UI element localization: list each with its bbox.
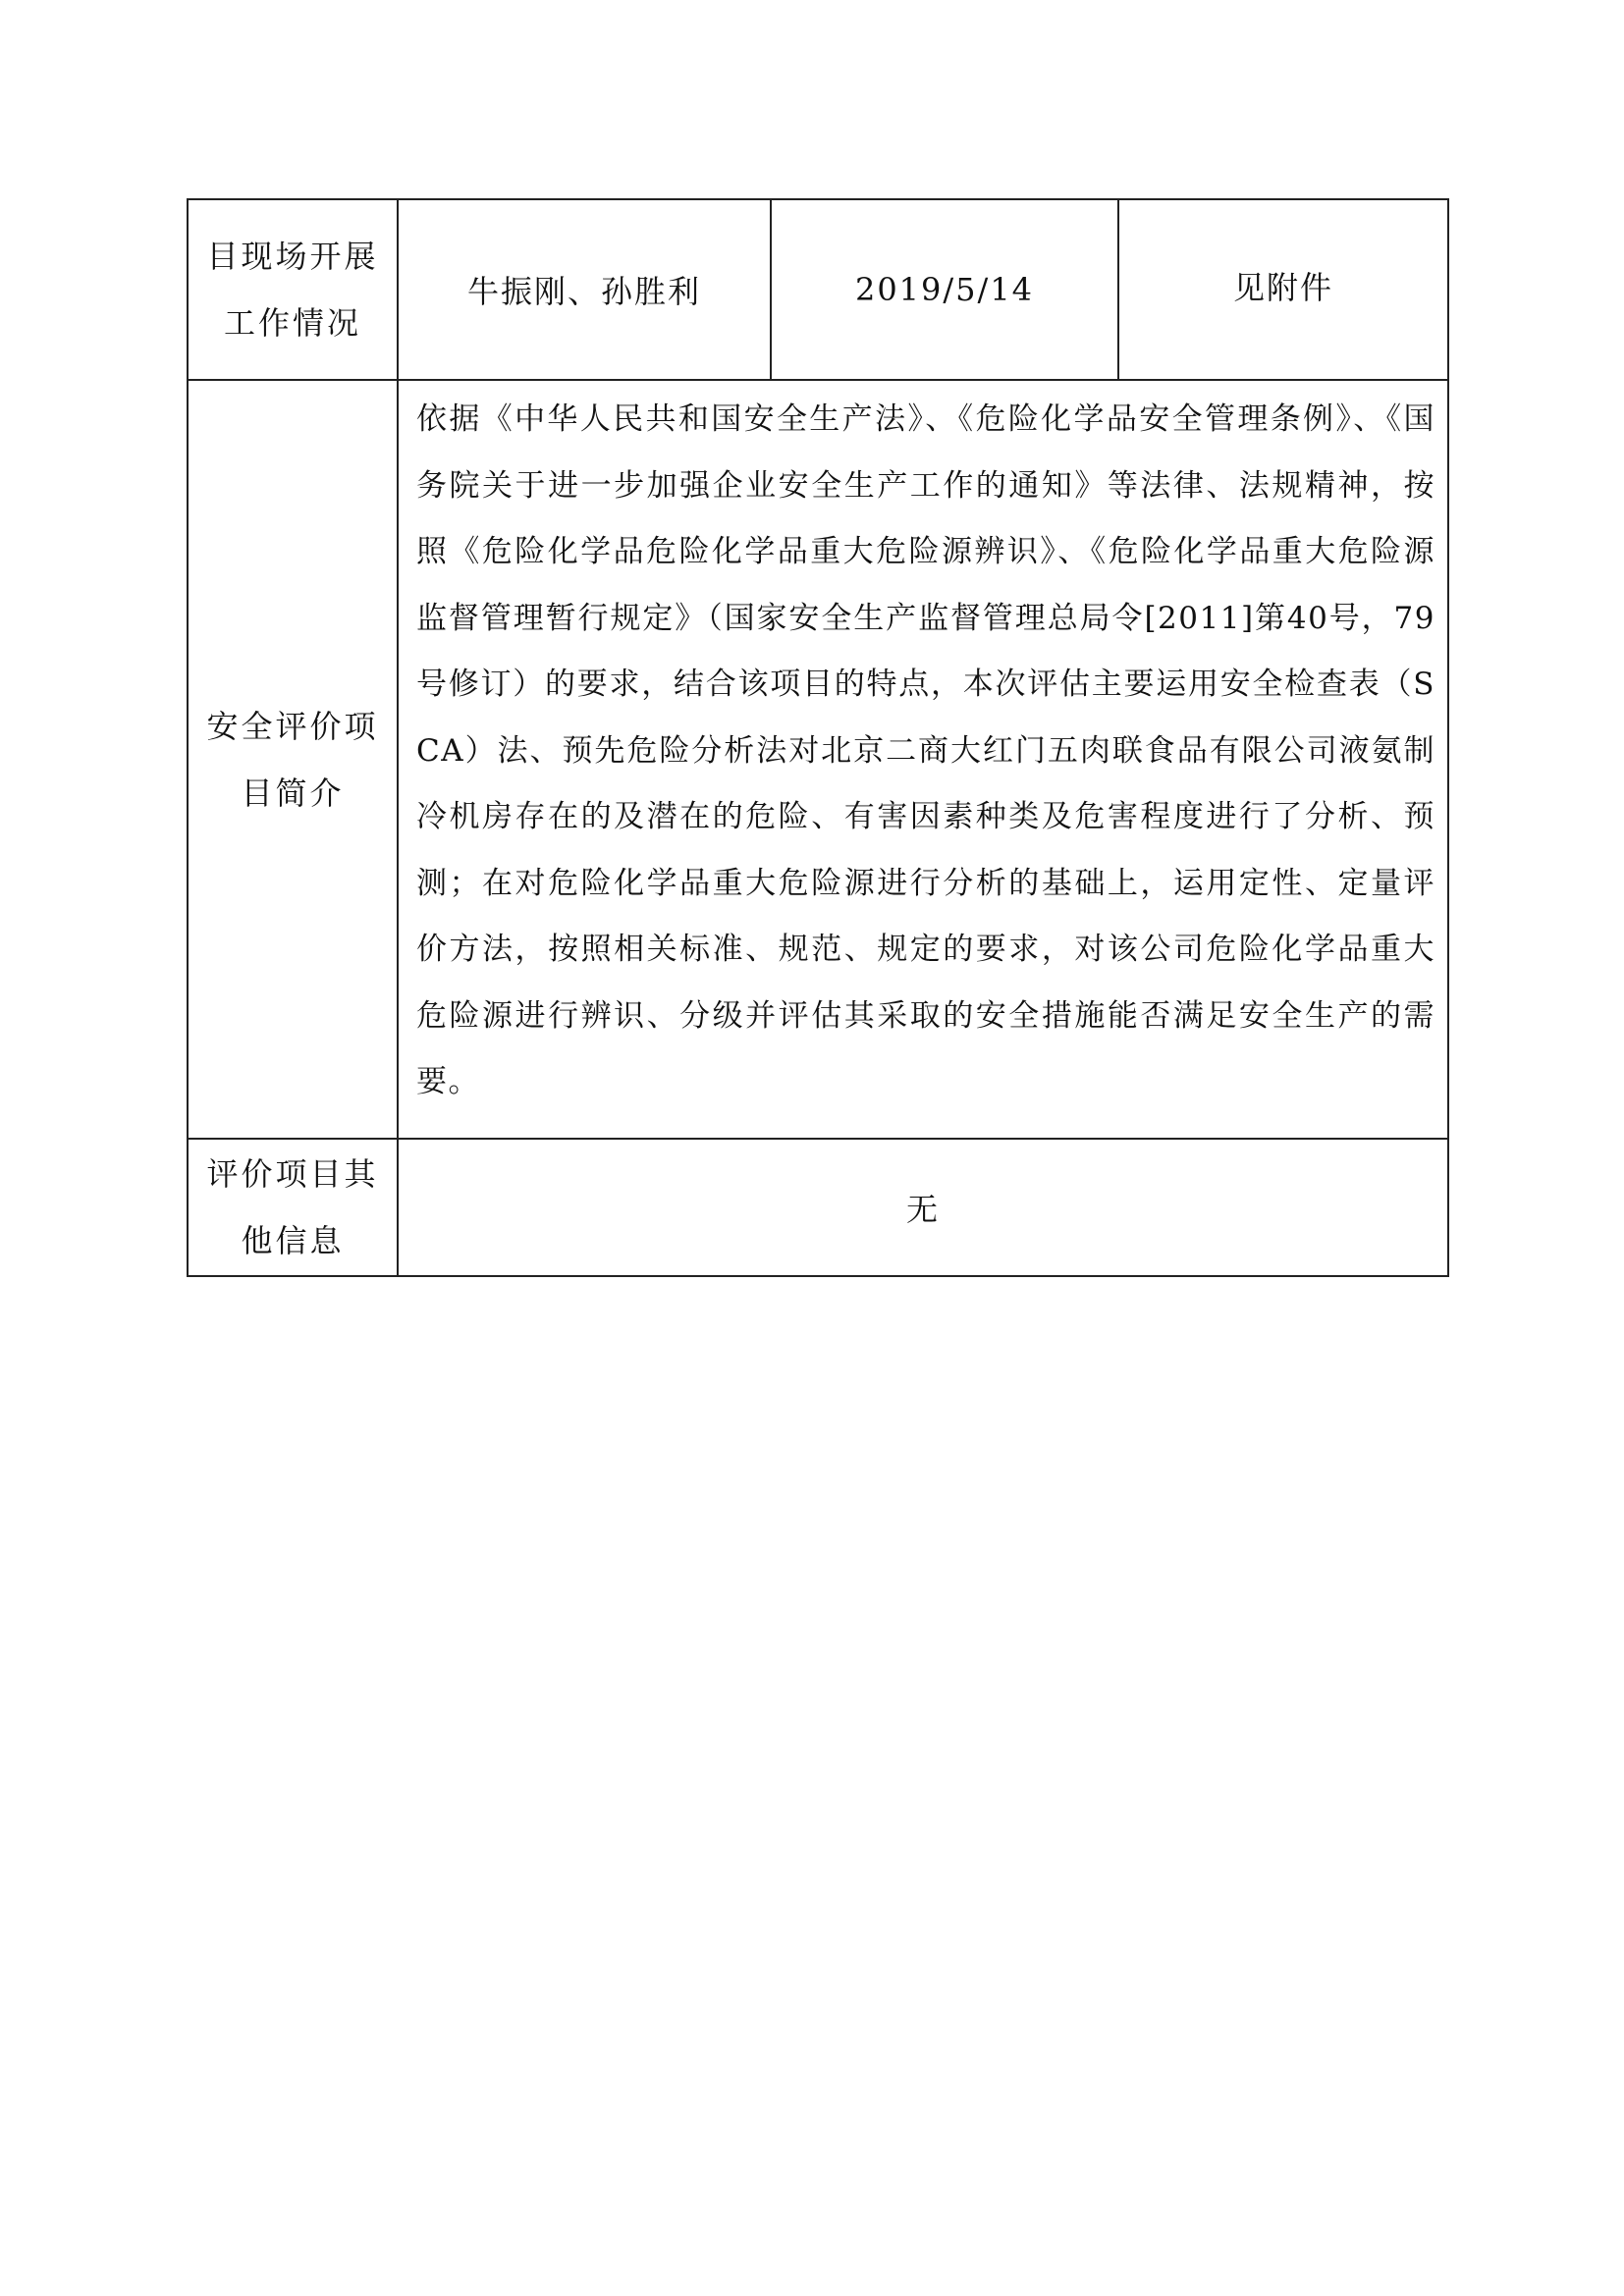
other-info-cell <box>397 1138 1449 1277</box>
other-info-text: 无 <box>905 1191 940 1228</box>
work-date: 2019/5/14 <box>854 271 1035 308</box>
row-label-line: 评价项目其 <box>206 1155 379 1193</box>
row-label-project-summary <box>187 379 399 1140</box>
row-label-onsite-work <box>187 198 399 381</box>
personnel-cell <box>397 198 772 381</box>
row-label-other-info <box>187 1138 399 1277</box>
row-label-line: 他信息 <box>241 1222 345 1259</box>
row-label-line: 安全评价项 <box>206 707 379 745</box>
project-summary-cell <box>397 379 1449 1140</box>
row-label-line: 工作情况 <box>223 304 361 342</box>
date-cell <box>770 198 1119 381</box>
row-label-line: 目现场开展 <box>206 238 379 275</box>
attachment-cell <box>1117 198 1449 381</box>
personnel-names: 牛振刚、孙胜利 <box>466 273 701 310</box>
row-label-line: 目简介 <box>241 774 345 812</box>
project-summary-text: 依据《中华人民共和国安全生产法》、《危险化学品安全管理条例》、《国务院关于进一步加强企业安全生产工作的通知》等法律、法规精神，按照《危险化学品危险化学品重大危险源辨识》、《危险化学品重大危险源监督管理暂行规定》（国家安全生产监督管理总局令[2011]第40号，79号修订）的要求，结合该项目的特点，本次评估主要运用安全检查表（SCA）法、预先危险分析法对北京二商大红门五肉联食品有限公司液氨制冷机房存在的及潜在的危险、有害因素种类及危害程度进行了分析、预测；在对危险化学品重大危险源进行分析的基础上，运用定性、定量评价方法，按照相关标准、规范、规定的要求，对该公司危险化学品重大危险源进行辨识、分级并评估其采取的安全措施能否满足安全生产的需要。 <box>416 401 1435 1099</box>
attachment-note: 见附件 <box>1232 269 1333 306</box>
